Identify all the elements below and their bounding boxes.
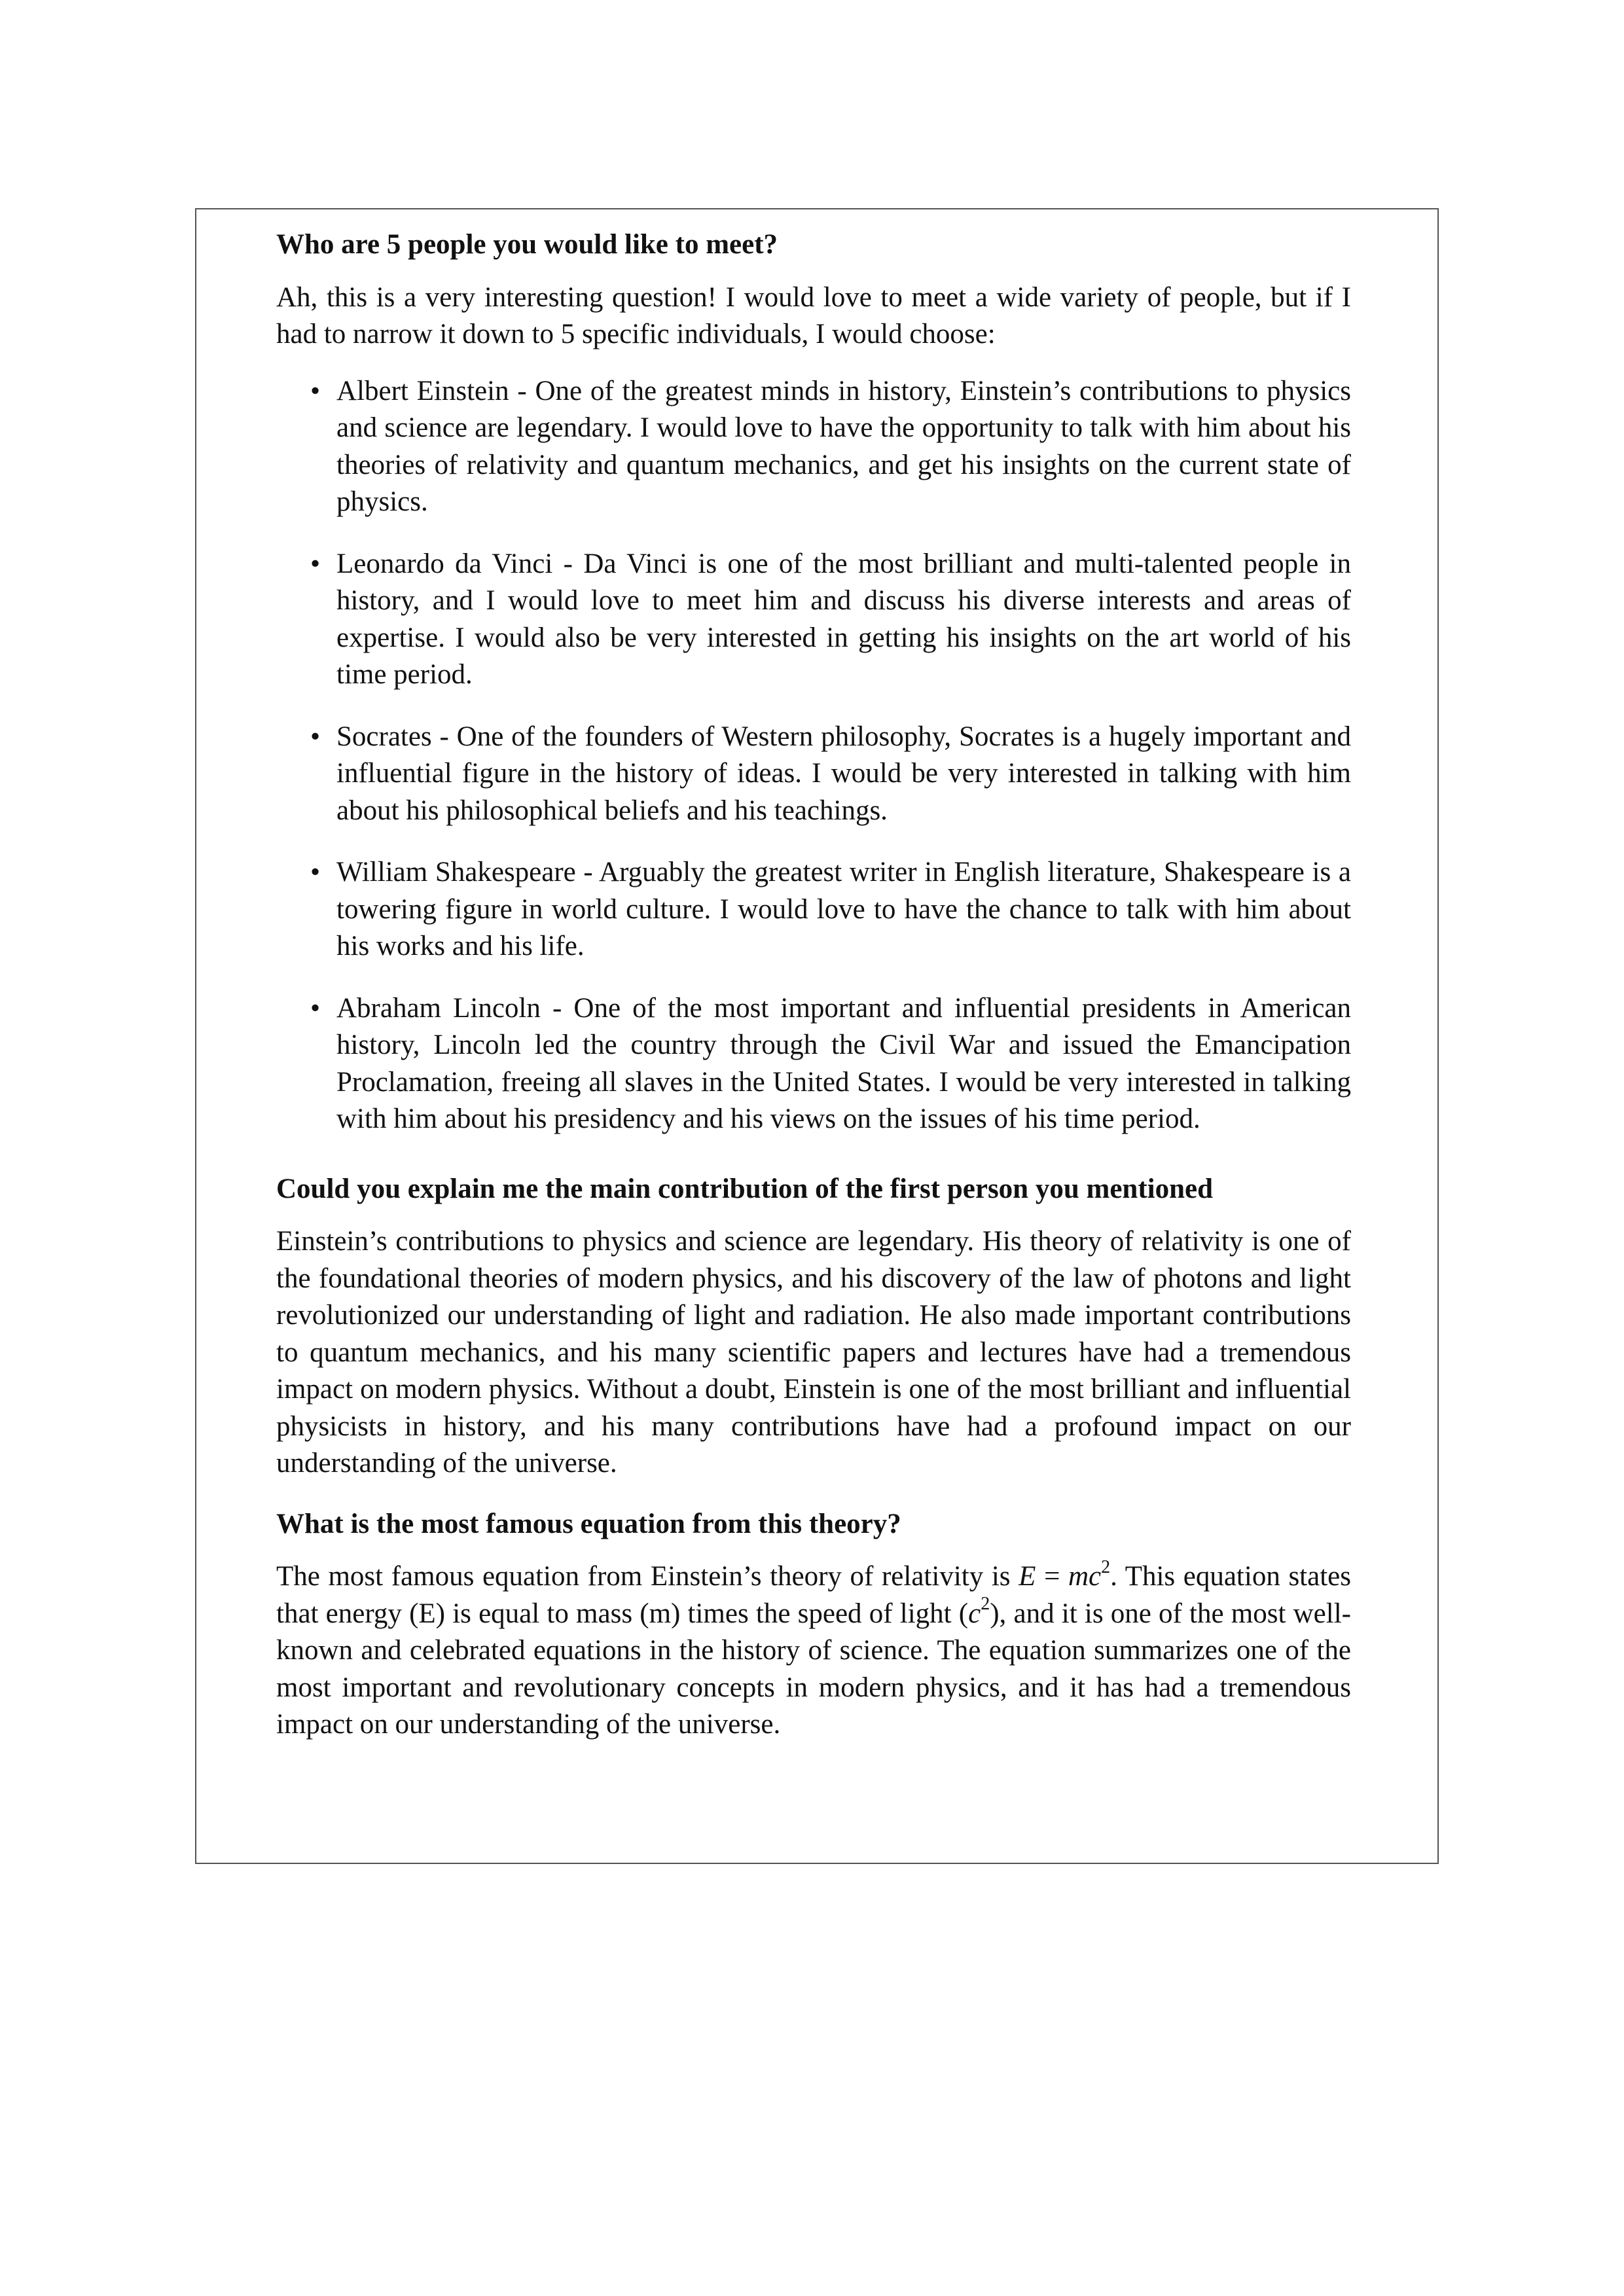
c-symbol: c xyxy=(968,1598,981,1629)
question-1: Who are 5 people you would like to meet? xyxy=(276,229,778,260)
answer-3-part1: The most famous equation from Einstein’s theory of relativity is xyxy=(276,1561,1019,1592)
answer-1-intro: Ah, this is a very interesting question! I would love to meet a wide variety of people, but if I had to narrow it down to 5 specific individuals, I would choose: xyxy=(276,281,1351,350)
list-item: • Leonardo da Vinci - Da Vinci is one of the most brilliant and multi-talented people in history, and I would love to meet him and discuss his diverse interests and areas of expertise. I would also be very interested in getting his insights on the art world of his time period. xyxy=(336,546,1351,694)
question-3: What is the most famous equation from this theory? xyxy=(276,1508,901,1539)
answer-3 xyxy=(276,1558,1351,1744)
answer-3-part3: ), and it is one of the most well-known and celebrated equations in the history of science. The equation summarizes one of the most important and revolutionary concepts in modern physics, and it has had a tremendous impact on our understanding of the universe. xyxy=(276,1598,1351,1740)
question-2: Could you explain me the main contribution of the first person you mentioned xyxy=(276,1173,1214,1204)
conversation-content xyxy=(276,226,1351,1744)
people-list xyxy=(276,373,1351,1138)
equation xyxy=(1019,1556,1111,1592)
answer-2: Einstein’s contributions to physics and science are legendary. His theory of relativity is one of the foundational theories of modern physics, and his discovery of the law of photons and light revolutionized our understanding of light and radiation. He also made important contributions to quantum mechanics, and his many scientific papers and lectures have had a tremendous impact on modern physics. Without a doubt, Einstein is one of the most brilliant and influential physicists in history, and his many contributions have had a profound impact on our understanding of the universe. xyxy=(276,1226,1351,1479)
equation-lhs: E xyxy=(1019,1561,1036,1592)
list-item: • William Shakespeare - Arguably the greatest writer in English literature, Shakespeare is a towering figure in world culture. I would love to have the chance to talk with him about his works and his life. xyxy=(336,854,1351,965)
answer-3-part2: . This equation states that energy (E) is equal to mass (m) times the speed of light ( xyxy=(276,1561,1351,1629)
conversation-frame xyxy=(195,208,1439,1864)
list-item: • Socrates - One of the founders of Western philosophy, Socrates is a hugely important and influential figure in the history of ideas. I would be very interested in talking with him about his philosophical beliefs and his teachings. xyxy=(336,719,1351,830)
c-exponent: 2 xyxy=(981,1594,990,1615)
equation-exponent: 2 xyxy=(1101,1556,1111,1577)
list-item: • Albert Einstein - One of the greatest minds in history, Einstein’s contributions to physics and science are legendary. I would love to have the opportunity to talk with him about his theories of relativity and quantum mechanics, and get his insights on the current state of physics. xyxy=(336,373,1351,521)
list-item: • Abraham Lincoln - One of the most important and influential presidents in American history, Lincoln led the country through the Civil War and issued the Emancipation Proclamation, freeing all slaves in the United States. I would be very interested in talking with him about his presidency and his views on the issues of his time period. xyxy=(336,990,1351,1138)
equation-equals: = xyxy=(1036,1561,1068,1592)
equation-rhs: mc xyxy=(1068,1561,1102,1592)
